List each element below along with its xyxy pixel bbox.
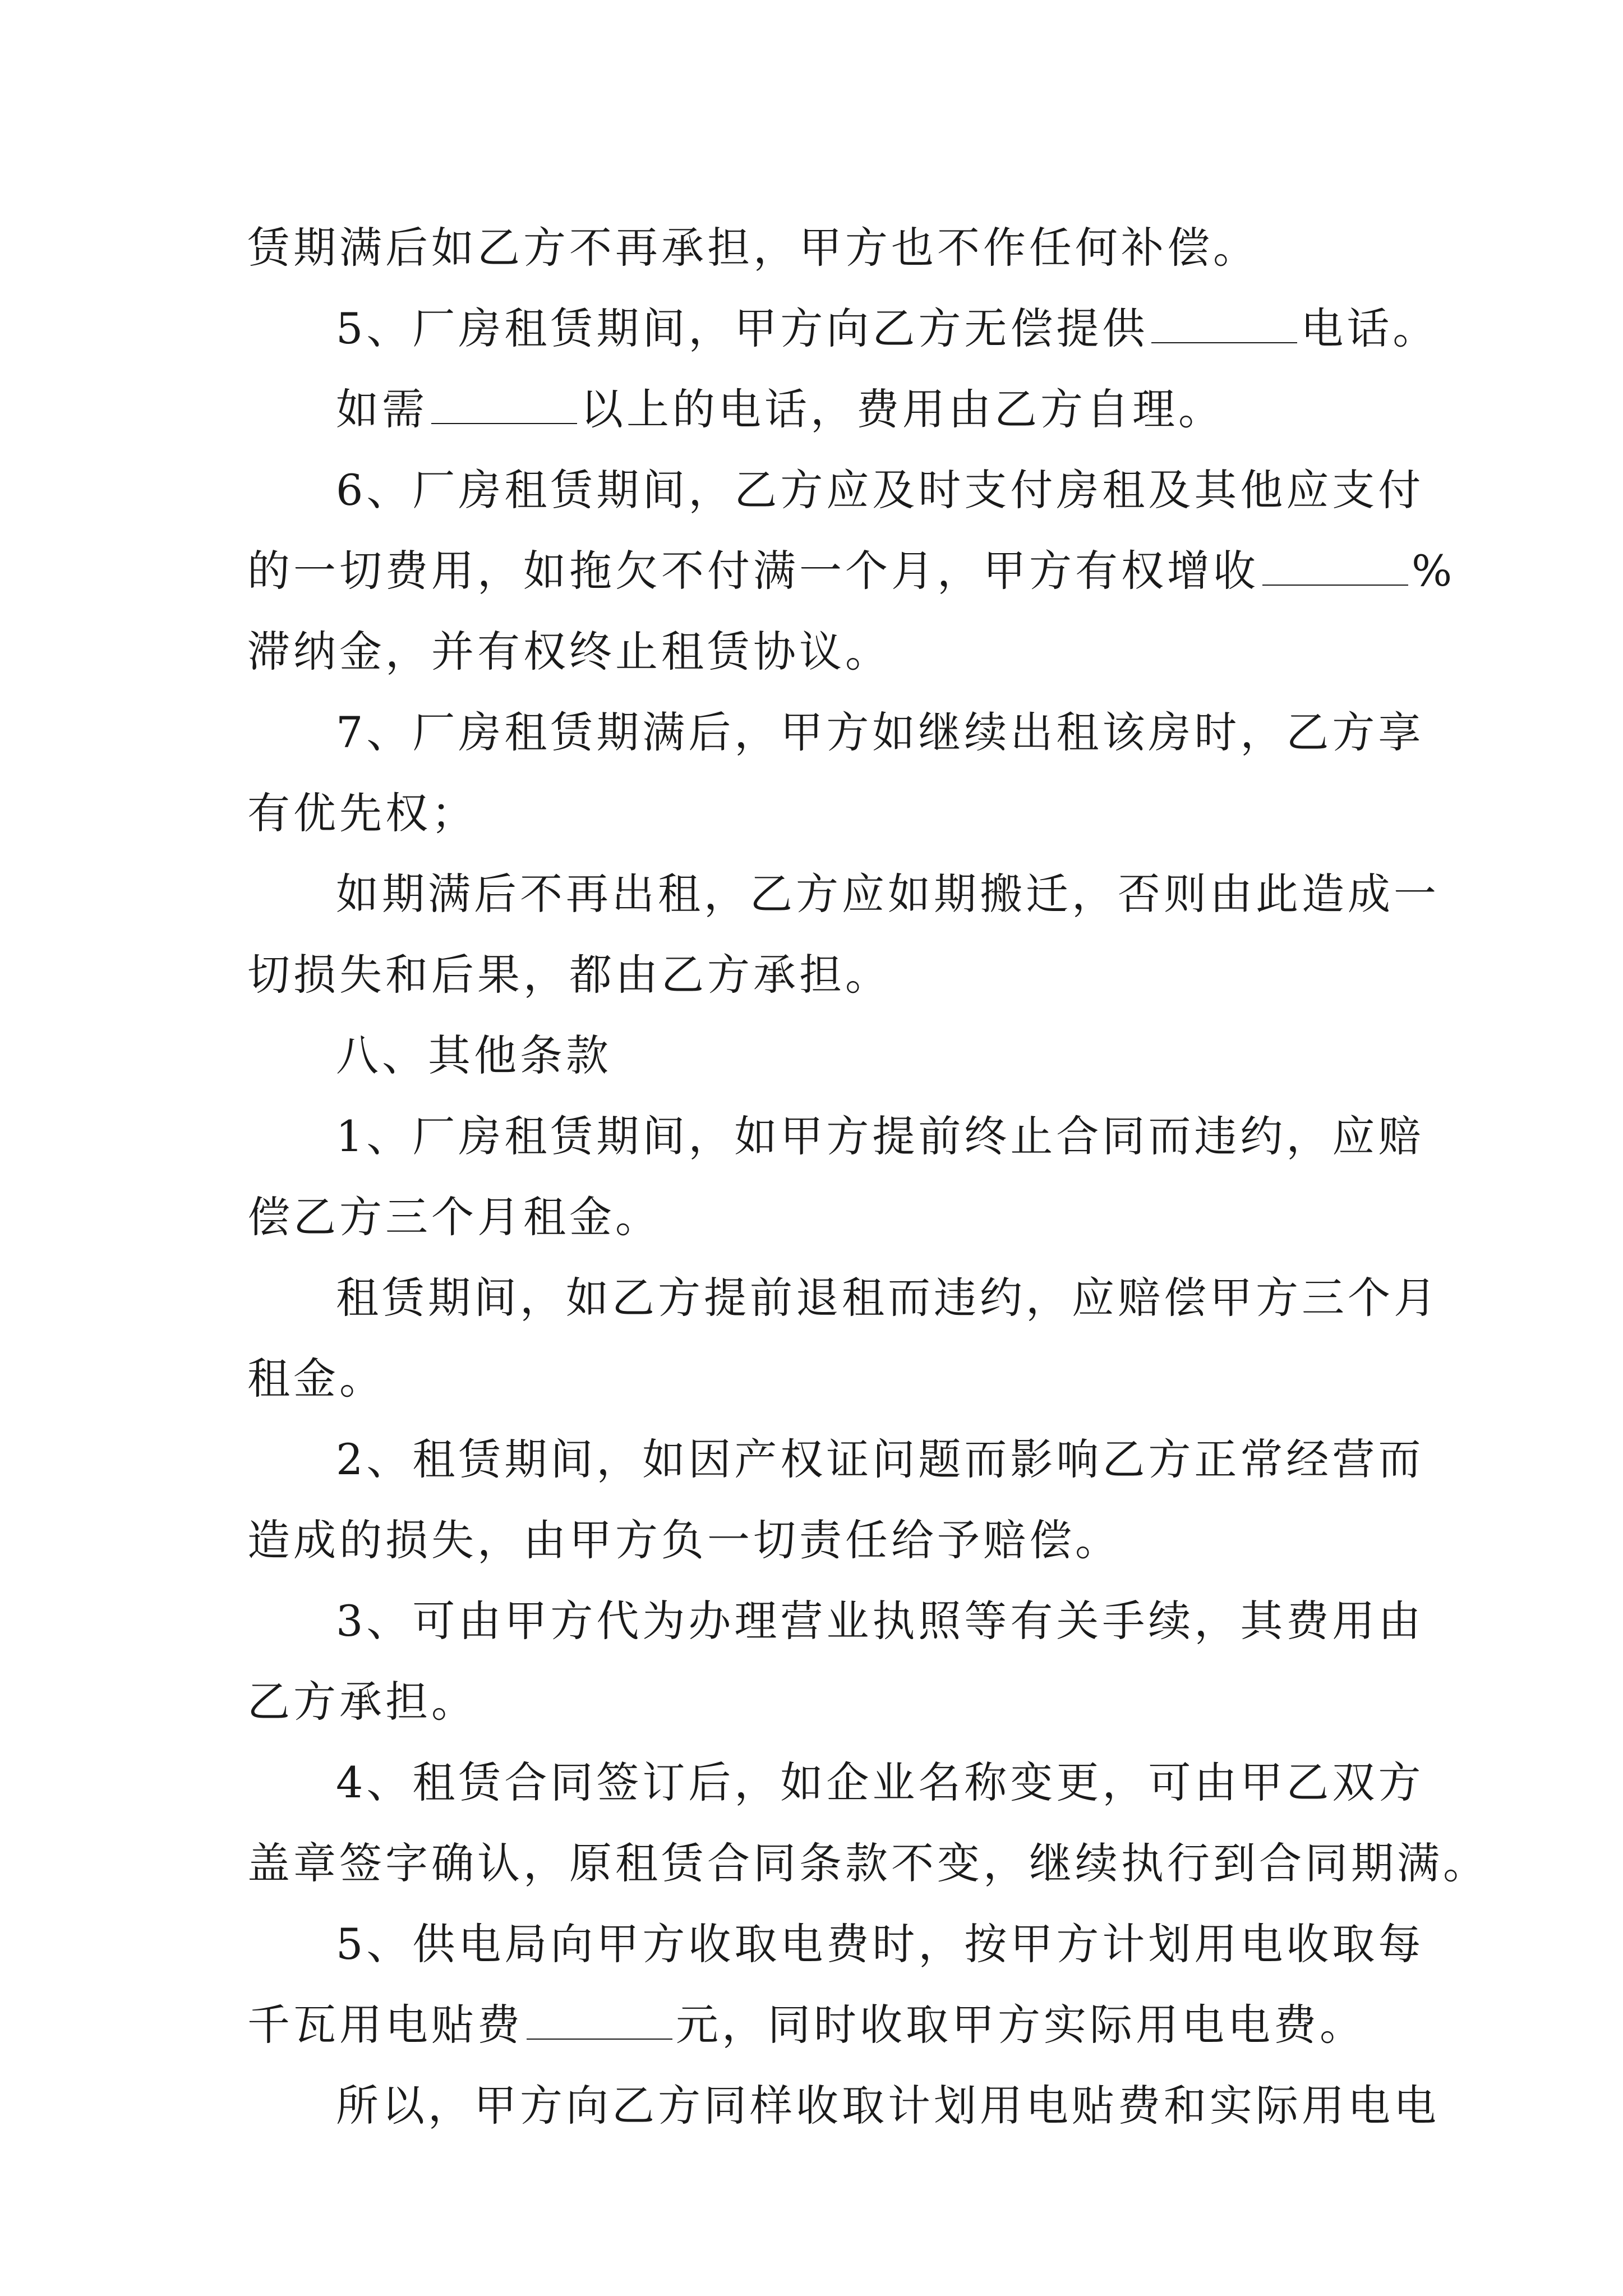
text-line <box>247 1742 1424 1823</box>
text-line <box>247 1419 1424 1500</box>
text-segment: 以上的电话，费用由乙方自理。 <box>580 384 1224 434</box>
text-segment: 有优先权； <box>247 788 477 838</box>
text-line <box>247 450 1424 531</box>
text-line <box>247 1904 1424 1985</box>
text-line <box>247 773 1391 854</box>
text-line <box>247 1500 1391 1581</box>
text-segment: 所以，甲方向乙方同样收取计划用电贴费和实际用电电 <box>336 2081 1440 2131</box>
text-line <box>247 1823 1489 1904</box>
text-segment: 盖章签字确认，原租赁合同条款不变，继续执行到合同期满。 <box>247 1838 1489 1888</box>
text-segment: 滞纳金，并有权终止租赁协议。 <box>247 627 891 677</box>
text-segment: 的一切费用，如拖欠不付满一个月，甲方有权增收 <box>247 546 1259 596</box>
text-segment: 千瓦用电贴费 <box>247 2000 523 2050</box>
text-segment: 租赁期间，如乙方提前退租而违约，应赔偿甲方三个月 <box>336 1273 1440 1323</box>
text-segment: 7、厂房租赁期满后，甲方如继续出租该房时，乙方享 <box>336 707 1424 757</box>
text-segment: 切损失和后果，都由乙方承担。 <box>247 950 891 1000</box>
text-segment: % <box>1412 546 1456 596</box>
text-segment: 5、厂房租赁期间，甲方向乙方无偿提供 <box>336 303 1149 353</box>
text-line <box>247 531 1456 611</box>
text-segment: 电话。 <box>1301 303 1439 353</box>
text-segment: 3、可由甲方代为办理营业执照等有关手续，其费用由 <box>336 1596 1424 1646</box>
text-line <box>247 208 1391 288</box>
document-body <box>247 208 1489 2146</box>
text-line <box>247 692 1424 773</box>
text-segment: 赁期满后如乙方不再承担，甲方也不作任何补偿。 <box>247 223 1259 273</box>
text-segment: 如期满后不再出租，乙方应如期搬迁，否则由此造成一 <box>336 869 1440 919</box>
fill-in-blank <box>1262 551 1408 586</box>
text-line <box>247 1662 1391 1742</box>
text-line <box>247 1177 1391 1258</box>
text-segment: 5、供电局向甲方收取电费时，按甲方计划用电收取每 <box>336 1919 1424 1969</box>
text-segment: 1、厂房租赁期间，如甲方提前终止合同而违约，应赔 <box>336 1111 1424 1161</box>
fill-in-blank <box>1151 309 1297 343</box>
text-segment: 如需 <box>336 384 428 434</box>
text-segment: 4、租赁合同签订后，如企业名称变更，可由甲乙双方 <box>336 1757 1424 1807</box>
fill-in-blank <box>431 389 577 424</box>
text-segment: 乙方承担。 <box>247 1677 477 1727</box>
fill-in-blank <box>527 2005 672 2040</box>
text-line <box>247 854 1440 935</box>
text-line <box>247 1581 1424 1662</box>
text-line <box>247 935 1391 1015</box>
text-line <box>247 2065 1440 2146</box>
text-segment: 2、租赁期间，如因产权证问题而影响乙方正常经营而 <box>336 1434 1424 1484</box>
text-line <box>247 369 1391 450</box>
text-line <box>247 1015 1391 1096</box>
text-segment: 6、厂房租赁期间，乙方应及时支付房租及其他应支付 <box>336 465 1424 515</box>
text-segment: 租金。 <box>247 1354 385 1404</box>
text-segment: 偿乙方三个月租金。 <box>247 1192 661 1242</box>
text-line <box>247 1258 1440 1338</box>
text-segment: 八、其他条款 <box>336 1030 612 1080</box>
text-line <box>247 1985 1391 2065</box>
text-line <box>247 611 1391 692</box>
text-segment: 造成的损失，由甲方负一切责任给予赔偿。 <box>247 1515 1121 1565</box>
text-line <box>247 1338 1391 1419</box>
text-line <box>247 288 1439 369</box>
text-segment: 元，同时收取甲方实际用电电费。 <box>676 2000 1366 2050</box>
text-line <box>247 1096 1424 1177</box>
